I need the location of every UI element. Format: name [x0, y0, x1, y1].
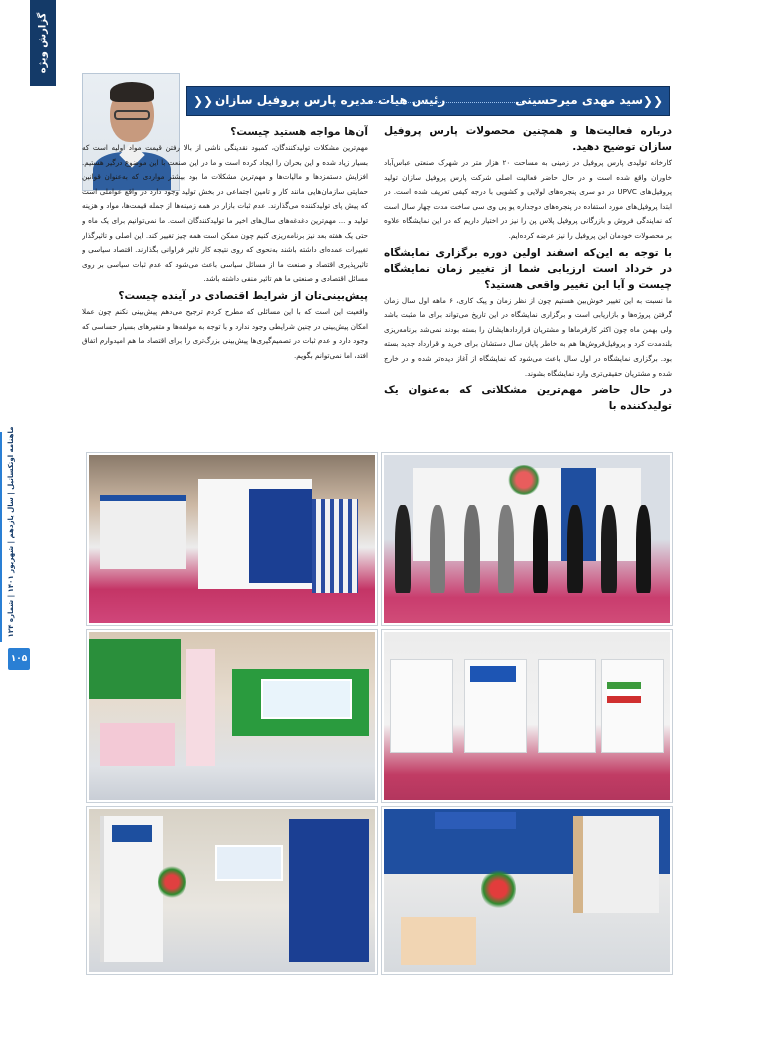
wood-frame-wall: [573, 816, 659, 914]
answer-2: ما نسبت به این تغییر خوش‌بین هستیم چون از نظر زمان و پیک کاری، ۶ ماهه اول سال زمان گرفتن پروژه‌ها و بازاریابی است و برگزاری نمایشگاه در این تاریخ می‌تواند برای ما مثبت باشد ولی بهمن ماه چون اکثر کارفرماها و مشتریان قرارداد‌هایشان را بسته بودند نمی‌شد برنامه‌ریزی بلندمدت کرد و پروفیل‌فروش‌ها هم به خاطر پایان سال دستشان برای خرید و قرارداد جدید بسته بود. برگزاری نمایشگاه در اول سال باعث می‌شود که نمایشگاه از آغاز دیده‌تر شده و در خارج شده و مشتریان حقیقی‌تری وارد نمایشگاه بشوند.: [384, 295, 672, 378]
photo-bg: [89, 455, 375, 623]
answer-3: مهم‌ترین مشکلات تولیدکنندگان، کمبود نقدینگی ناشی از بالا رفتن قیمت مواد اولیه است که بسیار زیاد شده و این بحران را ایجاد کرده است و ما در این صنعت با این موضوع درگیر هستیم. افزایش دستمزدها و مالیات‌ها و مهم‌ترین مشکلات ما بود بیشتر مواردی که به‌عنوان قوانین حمایتی سازمان‌هایی مانند کار و تامین اجتماعی در بخش تولید وجود دارد در واقع عواملی است که پیش پای تولیدکننده می‌گذارند. عدم ثبات بازار در همه زمینه‌ها از جمله قیمت‌ها، مواد و هزینه تولید و ... مهم‌ترین دغدغه‌های سال‌های اخیر ما تولیدکنندگان است. ما نمی‌توانیم برای یک ماه و حتی یک هفته بعد نیز برنامه‌ریزی کنیم چون ممکن است همه چیز تغییر کند. این اصلی و تاثیرگذار تغییرات عمده‌ای داشته باشند به‌نحوی که روی نتیجه کار تاثیر فراوانی بگذارند. اقتصاد سیاسی و تاثیرپذیری اقتصاد و صنعت ما از مسائل سیاسی باعث می‌شود که عدم ثبات سیاسی بر روی مسائل اقتصادی و صنعتی ما هم تاثیر منفی داشته باشد.: [82, 143, 368, 284]
portrait-hair: [110, 82, 154, 102]
booth-photo-reception: [382, 807, 672, 974]
article-column-left: [82, 124, 368, 440]
display-panel: [601, 659, 664, 753]
question-1: درباره فعالیت‌ها و همچنین محصولات پارس پروفیل سازان توضیح دهید.: [384, 125, 672, 153]
staff-member: [395, 505, 411, 592]
flag-decoration: [607, 682, 641, 702]
team-group-photo: [382, 453, 672, 625]
article-column-right: [384, 122, 672, 444]
answer-1: کارخانه تولیدی پارس پروفیل در زمینی به مساحت ۲۰ هزار متر در شهرک صنعتی عباس‌آباد خاوران واقع شده است و در حال حاضر فعالیت اصلی شرکت پارس پروفیل سازان تولید پروفیل‌های UPVC در دو سری پنجره‌های لولایی و کشویی با درجه کیفی تعریف شده است. در ابتدا پروفیل‌های مورد استفاده در پنجره‌های دوجداره یو پی وی سی ساخت مدت چهار سال است که نمایندگی فروش و بازرگانی پروفیل پلاس پن را نیز در اختیار داریم که در این نمایشگاه علاوه بر محصولات خودمان این پروفیل را نیز عرضه کرده‌ایم.: [384, 158, 672, 240]
booth-photo-meeting-area: [87, 807, 377, 974]
photo-bg: [384, 809, 670, 972]
flower-bouquet: [481, 868, 515, 910]
portrait-glasses: [114, 110, 150, 120]
display-screen: [215, 845, 284, 881]
display-panel: [390, 659, 453, 753]
question-2: با توجه به این‌که اسفند اولین دوره برگزاری نمایشگاه در خرداد است ارزیابی شما از تغییر زمان نمایشگاه چیست و آیا این تغییر واقعی هستید؟: [384, 246, 672, 291]
question-3: در حال حاضر مهم‌ترین مشکلاتی که به‌عنوان یک تولیدکننده با: [384, 384, 672, 413]
photo-bg: [384, 632, 670, 800]
staff-member: [636, 505, 652, 592]
question-3-continued: آن‌ها مواجه هستید چیست؟: [230, 126, 368, 138]
chevron-double-icon: ❯❯: [193, 94, 214, 108]
reception-counter: [401, 917, 475, 966]
section-tab-label: گزارش ویژه: [37, 12, 49, 74]
section-tab: [30, 0, 56, 86]
display-panel: [538, 659, 595, 753]
side-meta-text: ماهنامه اوتکساتیل | سال یازدهم | شهریور ۱۴۰۱ | شماره ۱۲۴: [7, 426, 15, 638]
brand-logo-sign: [435, 812, 515, 828]
interviewee-name: سید مهدی میرحسینی: [515, 93, 643, 107]
header-divider: [363, 102, 521, 103]
photo-bg: [384, 455, 670, 623]
staff-member: [464, 505, 480, 592]
question-4: پیش‌بینی‌تان از شرایط اقتصادی در آینده چیست؟: [118, 289, 368, 302]
photo-bg: [89, 809, 375, 972]
booth-lattice: [312, 499, 358, 593]
side-accent-line: [0, 432, 2, 642]
staff-member: [601, 505, 617, 592]
booth-side-wall: [100, 495, 186, 569]
page-number: ۱۰۵: [8, 648, 30, 670]
staff-member: [498, 505, 514, 592]
brand-logo-sign: [112, 825, 152, 841]
staff-member: [430, 505, 446, 592]
booth-pillar: [186, 649, 215, 767]
staff-member: [567, 505, 583, 592]
display-screen: [261, 679, 353, 719]
interviewee-role: رئیس هیات مدیره پارس پروفیل سازان: [215, 93, 446, 107]
booth-blue-panel: [249, 489, 312, 583]
booth-photo-exterior: [87, 453, 377, 625]
answer-4: واقعیت این است که با این مسائلی که مطرح کردم ترجیح می‌دهم پیش‌بینی نکنم چون عملا امکان پیش‌بینی در چنین شرایطی وجود ندارد و با توجه به مولفه‌ها و متغیرهای بسیار حساسی که وجود دارد و عدم ثبات در تصمیم‌گیری‌ها پیش‌بینی بزرگ‌تری را برای اقتصاد ما هم امیدوارم اتفاق افتد، اما نمی‌توانم بگویم.: [82, 306, 368, 360]
booth-photo-green: [87, 630, 377, 802]
chevron-double-icon: ❯❯: [642, 94, 663, 108]
interviewee-header: [186, 86, 670, 116]
booth-blue-panel: [289, 819, 369, 962]
brand-logo-sign: [470, 666, 516, 683]
staff-member: [533, 505, 549, 592]
exhibition-photo-gallery: [82, 448, 672, 974]
reception-desk: [100, 723, 174, 767]
side-meta: [4, 426, 18, 638]
booth-photo-display-walls: [382, 630, 672, 802]
green-sign-wall: [89, 639, 181, 699]
photo-bg: [89, 632, 375, 800]
flower-bouquet: [158, 864, 187, 900]
